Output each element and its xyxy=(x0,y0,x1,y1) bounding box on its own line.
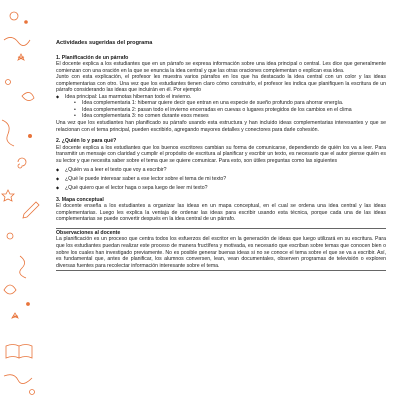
swirl-ornament xyxy=(4,375,32,384)
main-idea-item: ◆ Idea principal: Las marmotas hibernan todo el invierno. xyxy=(56,94,386,101)
spiral-ornament xyxy=(18,158,26,168)
ornament-circle xyxy=(6,80,11,85)
swirl-ornament xyxy=(2,120,14,146)
question-item: ◆ ¿Qué quiero que el lector haga o sepa luego de leer mi texto? xyxy=(56,185,386,192)
flower-ornament xyxy=(18,54,24,60)
example-list xyxy=(56,94,386,120)
teacher-notes-box xyxy=(56,228,386,271)
flower-ornament xyxy=(12,313,18,318)
ornament-circle xyxy=(30,390,35,395)
question-item: ◆ ¿Qué le puede interesar saber a ese lector sobre el tema de mi texto? xyxy=(56,176,386,183)
pencil-icon xyxy=(23,202,39,218)
section-1-paragraph: El docente explica a los estudiantes que en un párrafo se expresa información sobre una idea principal o central. Les dice que generalmente comienzan con una oración en la que se enuncia la idea central y que las otras oraciones complementan o explican esa idea. xyxy=(56,61,386,74)
section-3-heading: 3. Mapa conceptual xyxy=(56,196,104,203)
section-1-paragraph: Junto con esta explicación, el profesor les muestra varios párrafos en los que ha destacado la idea central con un color y las ideas complementarias con otro. Una vez que los estudiantes tienen claro cómo construirlo, el profesor les indica que planifiquen la escritura de un párrafo considerando las ideas que incluirán en él. Por ejemplo xyxy=(56,74,386,94)
book-icon xyxy=(6,345,32,359)
complementary-idea-item: • Idea complementaria 3: no comen durante esos meses xyxy=(56,113,386,120)
complementary-idea-item: • Idea complementaria 2: pasan todo el invierno encerradas en cuevas o lugares protegidos de los cambios en el clima xyxy=(56,107,386,114)
section-concept-map xyxy=(56,197,386,223)
ornament-circle xyxy=(7,233,13,239)
section-paragraph-planning xyxy=(56,55,386,134)
section-audience-purpose xyxy=(56,138,386,192)
ornament-dot xyxy=(28,134,31,137)
document-body xyxy=(56,40,386,271)
star-ornament xyxy=(2,190,14,201)
leaf-ornament xyxy=(4,285,16,294)
swirl-ornament xyxy=(20,256,26,278)
complementary-idea-item: • Idea complementaria 1: hibernar quiere decir que entran en una especie de sueño profundo para ahorrar energía. xyxy=(56,100,386,107)
document-title: Actividades sugeridas del programa xyxy=(56,40,153,46)
section-3-paragraph: El docente enseña a los estudiantes a organizar las ideas en un mapa conceptual, en el cual se ordena una idea central y las ideas complementarias. Luego les explica la ventaja de ordenar las ideas para escribir usando esta técnica, porque cada una de las ideas complementarias se puede convertir después en la idea central de un párrafo. xyxy=(56,203,386,223)
teacher-notes-paragraph: La planificación es un proceso que centra todos los esfuerzos del escritor en la generación de ideas que luego utilizará en su escritura. Para que los estudiantes puedan realizar este proceso de manera fructífera y motivada, es necesario que escriban sobre temas que conocen bien o sobre los cuales han investigado previamente. No es posible generar buenas ideas si no se conoce el tema sobre el que se va a escribir. Así, es fundamental que, antes de planificar, los alumnos conversen, lean, vean documentales, observen programas de televisión o exploren diversas fuentes para recolectar información interesante sobre el tema. xyxy=(56,236,386,269)
teacher-notes-heading: Observaciones al docente xyxy=(56,229,121,236)
section-2-heading: 2. ¿Quién lo y para qué? xyxy=(56,138,117,145)
swirl-ornament xyxy=(4,37,30,45)
leaf-ornament xyxy=(22,92,34,100)
section-1-heading: 1. Planificación de un párrafo xyxy=(56,54,129,61)
section-2-paragraph: El docente explica a los estudiantes que los buenos escritores cambian su forma de comunicarse, dependiendo de quién los va a leer. Para transmitir un mensaje con claridad y cumplir el propósito de escritura al planificar y escribir un texto, es necesario que el autor piense quién es su lector y que necesita saber sobre el tema que se quiere comunicar. Para esto, son útiles preguntas como las siguientes xyxy=(56,144,386,164)
section-1-paragraph: Una vez que los estudiantes han planificado su párrafo usando esta estructura y han incluido ideas complementarias interesantes y que se relacionan con el tema principal, pueden escribirlo, agregando mayores detalles y conectores para darle cohesión. xyxy=(56,120,386,133)
ornament-dot xyxy=(27,303,30,306)
question-item: ◆ ¿Quién va a leer el texto que voy a escribir? xyxy=(56,167,386,174)
question-list xyxy=(56,167,386,192)
decorative-margin-illustrations xyxy=(0,0,46,400)
ornament-circle xyxy=(10,12,18,20)
ornament-dot xyxy=(25,21,28,24)
